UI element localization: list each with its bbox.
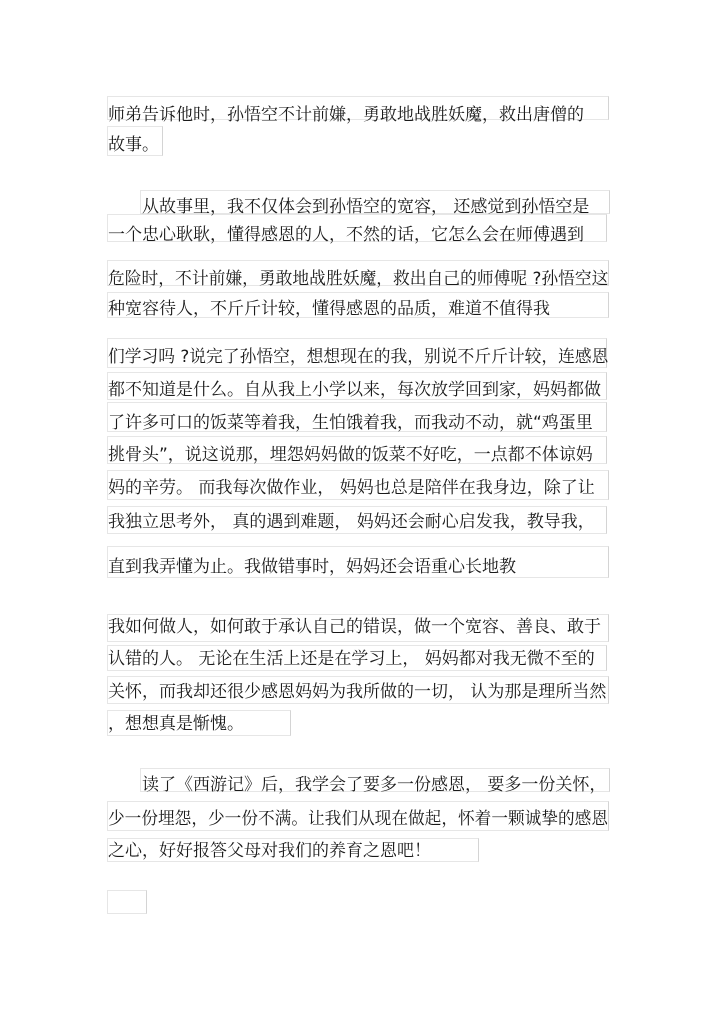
paragraph-line: 从故事里，我不仅体会到孙悟空的宽容， 还感觉到孙悟空是 — [142, 197, 590, 217]
paragraph-line: 师弟告诉他时，孙悟空不计前嫌，勇敢地战胜妖魔，救出唐僧的 — [108, 105, 584, 125]
paragraph-line: 少一份埋怨，少一份不满。让我们从现在做起，怀着一颗诚挚的感恩 — [108, 809, 608, 829]
paragraph-line: 挑骨头”，说这说那，埋怨妈妈做的饭菜不好吃，一点都不体谅妈 — [108, 445, 593, 465]
paragraph-line: 关怀，而我却还很少感恩妈妈为我所做的一切， 认为那是理所当然 — [108, 682, 607, 702]
paragraph-line: 都不知道是什么。自从我上小学以来，每次放学回到家，妈妈都做 — [108, 380, 601, 400]
paragraph-line: 妈的辛劳。 而我每次做作业， 妈妈也总是陪伴在我身边，除了让 — [108, 478, 595, 498]
paragraph-line: ，想想真是惭愧。 — [108, 714, 244, 734]
paragraph-line: 读了《西游记》后，我学会了要多一份感恩， 要多一份关怀， — [142, 775, 607, 795]
paragraph-line: 一个忠心耿耿，懂得感恩的人，不然的话，它怎么会在师傅遇到 — [108, 225, 584, 245]
empty-text-frame — [107, 890, 147, 914]
paragraph-line: 们学习吗 ?说完了孙悟空，想想现在的我，别说不斤斤计较，连感恩 — [108, 347, 609, 367]
paragraph-line: 危险时，不计前嫌，勇敢地战胜妖魔，救出自己的师傅呢 ?孙悟空这 — [108, 269, 609, 289]
paragraph-line: 直到我弄懂为止。我做错事时，妈妈还会语重心长地教 — [108, 557, 516, 577]
paragraph-line: 了许多可口的饭菜等着我，生怕饿着我，而我动不动，就“鸡蛋里 — [108, 413, 593, 433]
paragraph-line: 认错的人。 无论在生活上还是在学习上， 妈妈都对我无微不至的 — [108, 649, 595, 669]
paragraph-line: 之心，好好报答父母对我们的养育之恩吧！ — [108, 841, 431, 861]
paragraph-line: 种宽容待人，不斤斤计较，懂得感恩的品质，难道不值得我 — [108, 299, 550, 319]
paragraph-line: 我如何做人，如何敢于承认自己的错误，做一个宽容、善良、敢于 — [108, 617, 601, 637]
paragraph-line: 故事。 — [108, 135, 159, 155]
paragraph-line: 我独立思考外， 真的遇到难题， 妈妈还会耐心启发我，教导我， — [108, 512, 595, 532]
